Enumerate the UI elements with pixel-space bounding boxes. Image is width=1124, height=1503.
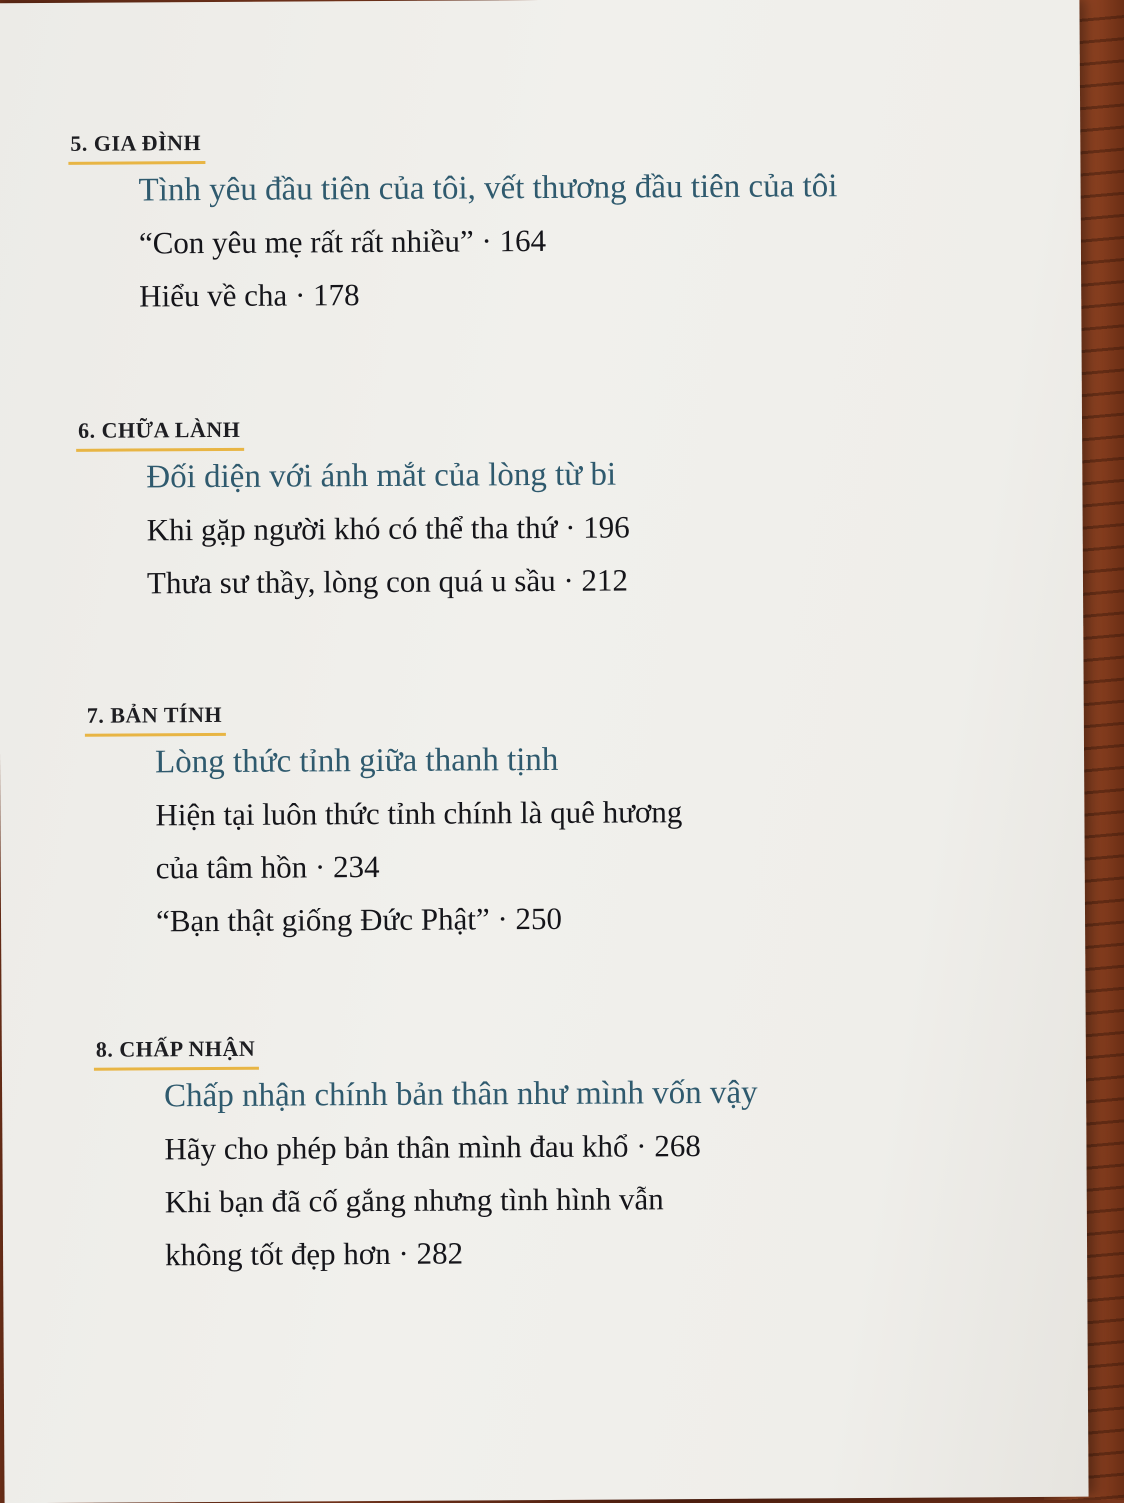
section-chap-nhan bbox=[94, 1033, 759, 1282]
toc-entry: “Bạn thật giống Đức Phật” · 250 bbox=[155, 900, 563, 939]
section-gia-dinh bbox=[68, 126, 838, 323]
section-ban-tinh bbox=[85, 699, 683, 948]
toc-entry: Khi gặp người khó có thể tha thứ · 196 bbox=[146, 509, 630, 548]
toc-entry: Hãy cho phép bản thân mình đau khổ · 268 bbox=[164, 1128, 701, 1167]
toc-entry: Hiện tại luôn thức tỉnh chính là quê hương bbox=[155, 794, 683, 833]
toc-entry: Thưa sư thầy, lòng con quá u sầu · 212 bbox=[146, 562, 629, 601]
section-heading: 8. CHẤP NHẬN bbox=[94, 1036, 260, 1071]
chapter-title: Lòng thức tỉnh giữa thanh tịnh bbox=[154, 741, 559, 781]
toc-entry: của tâm hồn · 234 bbox=[155, 848, 380, 886]
chapter-title: Đối diện với ánh mắt của lòng từ bi bbox=[146, 456, 617, 496]
chapter-title: Tình yêu đầu tiên của tôi, vết thương đầu tiên của tôi bbox=[138, 168, 838, 209]
toc-entry: Khi bạn đã cố gắng nhưng tình hình vẫn bbox=[164, 1181, 664, 1220]
toc-entry: “Con yêu mẹ rất rất nhiều” · 164 bbox=[138, 222, 547, 261]
toc-entry: không tốt đẹp hơn · 282 bbox=[164, 1235, 464, 1273]
toc-entry: Hiểu về cha · 178 bbox=[139, 277, 360, 314]
section-heading: 7. BẢN TÍNH bbox=[85, 702, 227, 737]
chapter-title: Chấp nhận chính bản thân như mình vốn vậy bbox=[163, 1074, 758, 1115]
section-heading: 5. GIA ĐÌNH bbox=[68, 130, 205, 165]
section-heading: 6. CHỮA LÀNH bbox=[76, 417, 244, 452]
section-chua-lanh bbox=[76, 414, 630, 609]
